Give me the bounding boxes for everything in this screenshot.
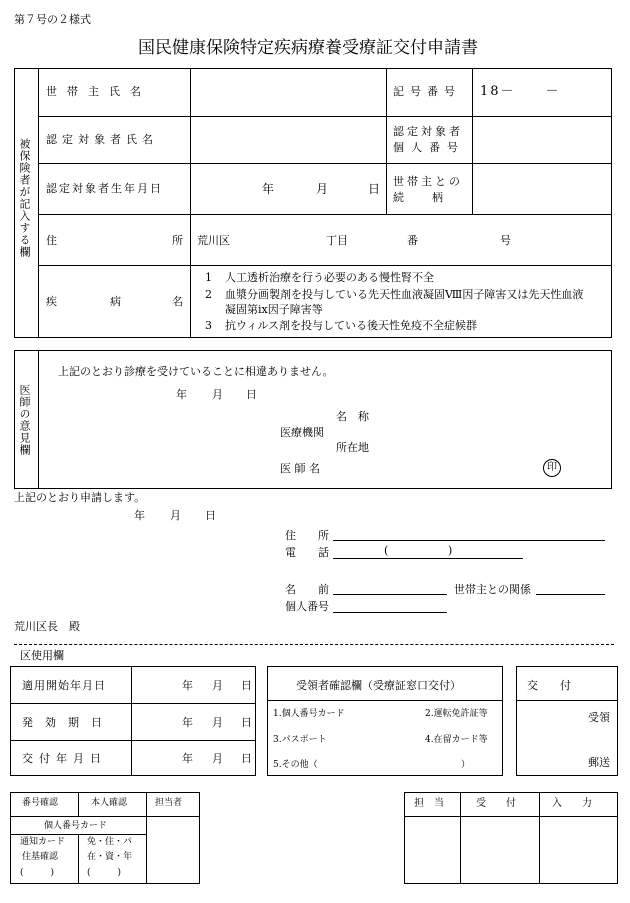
applicant-relation-label: 世帯主との関係 xyxy=(454,583,531,596)
relation-label-2: 続柄 xyxy=(393,191,471,204)
doctor-year: 年 xyxy=(176,388,187,401)
issue-year: 年 xyxy=(182,752,193,765)
head-name-field[interactable] xyxy=(191,69,385,115)
insured-section-label: 被保険者が記入する欄 xyxy=(18,138,31,258)
identity-check-label: 本人確認 xyxy=(91,798,128,808)
disease-3-text: 抗ウィルス剤を投与している後天性免疫不全症候群 xyxy=(225,319,478,332)
effective-year: 年 xyxy=(182,716,193,729)
address-label-left: 住 xyxy=(46,234,57,247)
applicant-phone-label: 電 話 xyxy=(285,546,329,559)
birth-day: 日 xyxy=(368,182,381,196)
start-day: 日 xyxy=(241,679,252,692)
birth-month: 月 xyxy=(316,182,329,196)
doctor-month: 月 xyxy=(212,388,223,401)
form-number: 第７号の２様式 xyxy=(14,13,91,26)
head-name-label: 世帯主氏名 xyxy=(46,85,151,98)
applicant-personal-no-label: 個人番号 xyxy=(285,600,329,613)
disease-label-left: 疾 xyxy=(46,295,57,308)
disease-2-text-line2: 凝固第ⅸ因子障害等 xyxy=(225,303,323,316)
disease-1-text: 人工透析治療を行う必要のある慢性腎不全 xyxy=(225,271,434,284)
paren-notice[interactable]: ( ) xyxy=(20,868,55,878)
birth-year: 年 xyxy=(262,182,275,196)
cert-personal-no-label-1: 認定対象者 xyxy=(393,125,463,138)
person-in-charge-label: 担当者 xyxy=(155,798,183,808)
address-go: 号 xyxy=(500,234,511,247)
id-option-other-close: ） xyxy=(461,760,471,770)
applicant-personal-no-input[interactable] xyxy=(333,612,447,613)
cert-name-field[interactable] xyxy=(191,117,385,162)
cut-line xyxy=(14,644,614,645)
disease-label-mid: 病 xyxy=(110,295,121,308)
applicant-relation-input[interactable] xyxy=(536,594,605,595)
issue-date-label: 交付年月日 xyxy=(22,752,107,765)
staff-uketsuke-label: 受 付 xyxy=(476,798,516,809)
cert-personal-no-field[interactable] xyxy=(473,117,611,162)
doctor-day: 日 xyxy=(246,388,257,401)
institution-location-label: 所在地 xyxy=(336,441,369,454)
delivery-mail[interactable]: 郵送 xyxy=(588,756,610,769)
address-ban: 番 xyxy=(407,234,418,247)
delivery-receipt[interactable]: 受領 xyxy=(588,711,610,724)
address-label-right: 所 xyxy=(172,234,183,247)
id-option-passport[interactable]: 3.パスポート xyxy=(273,735,327,745)
resident-check-label: 住基確認 xyxy=(22,852,59,862)
applicant-name-label: 名 前 xyxy=(285,583,329,596)
birth-label: 認定対象者生年月日 xyxy=(46,182,163,195)
disease-3-number[interactable]: 3 xyxy=(205,319,212,332)
application-statement: 上記のとおり申請します。 xyxy=(14,491,146,504)
start-date-label: 適用開始年月日 xyxy=(22,679,106,692)
seal-mark: 印 xyxy=(543,459,561,477)
doctor-name-label: 医 師 名 xyxy=(280,462,320,475)
institution-label: 医療機関 xyxy=(280,426,324,439)
staff-nyuryoku-label: 入 力 xyxy=(552,798,592,809)
application-day: 日 xyxy=(205,509,216,522)
doctor-statement: 上記のとおり診療を受けていることに相違ありません。 xyxy=(58,365,334,378)
application-month: 月 xyxy=(170,509,181,522)
start-year: 年 xyxy=(182,679,193,692)
notice-card-label: 通知カード xyxy=(20,837,66,847)
id-option-license[interactable]: 2.運転免許証等 xyxy=(425,709,488,719)
cert-name-label: 認定対象者氏名 xyxy=(46,133,158,146)
id-option-mynumber[interactable]: 1.個人番号カード xyxy=(273,709,345,719)
disease-2-number[interactable]: 2 xyxy=(205,288,212,301)
relation-label-1: 世帯主との xyxy=(393,175,463,188)
symbol-number-value[interactable]: 18－ － xyxy=(480,84,561,99)
license-types-line2: 在・資・年 xyxy=(87,852,133,862)
disease-label-right: 名 xyxy=(172,295,183,308)
issue-month: 月 xyxy=(212,752,223,765)
id-option-residence-card[interactable]: 4.在留カード等 xyxy=(425,735,488,745)
address-chome: 丁目 xyxy=(326,234,348,247)
delivery-label: 交 付 xyxy=(527,679,571,692)
id-option-other[interactable]: 5.その他（ xyxy=(273,760,318,770)
start-month: 月 xyxy=(212,679,223,692)
address-ward: 荒川区 xyxy=(197,234,230,247)
staff-tantou-label: 担 当 xyxy=(414,798,444,809)
symbol-number-label: 記号番号 xyxy=(393,85,461,98)
addressee: 荒川区長 殿 xyxy=(14,620,80,633)
applicant-phone-input[interactable] xyxy=(333,558,523,559)
institution-name-label: 名 称 xyxy=(336,410,369,423)
disease-1-number[interactable]: 1 xyxy=(205,271,212,284)
office-use-label: 区使用欄 xyxy=(20,649,64,662)
issue-day: 日 xyxy=(241,752,252,765)
doctor-section-label: 医師の意見欄 xyxy=(18,384,31,456)
effective-month: 月 xyxy=(212,716,223,729)
application-year: 年 xyxy=(134,509,145,522)
effective-day: 日 xyxy=(241,716,252,729)
disease-2-text-line1: 血漿分画製剤を投与している先天性血液凝固Ⅷ因子障害又は先天性血液 xyxy=(225,288,584,301)
phone-paren-open: ( xyxy=(384,544,389,557)
applicant-address-input[interactable] xyxy=(333,540,605,541)
page-title: 国民健康保険特定疾病療養受療証交付申請書 xyxy=(138,38,478,58)
number-check-label: 番号確認 xyxy=(22,798,59,808)
applicant-name-input[interactable] xyxy=(333,594,447,595)
effective-date-label: 発効期日 xyxy=(22,716,114,729)
phone-paren-close: ) xyxy=(448,544,453,557)
mynumber-card-label: 個人番号カード xyxy=(44,821,108,831)
cert-personal-no-label-2: 個人番号 xyxy=(393,141,465,154)
applicant-address-label: 住 所 xyxy=(285,529,329,542)
relation-field[interactable] xyxy=(473,164,611,213)
license-types-line1: 免・住・パ xyxy=(87,837,133,847)
recipient-check-title: 受領者確認欄（受療証窓口交付） xyxy=(296,679,461,692)
paren-license[interactable]: ( ) xyxy=(87,868,122,878)
